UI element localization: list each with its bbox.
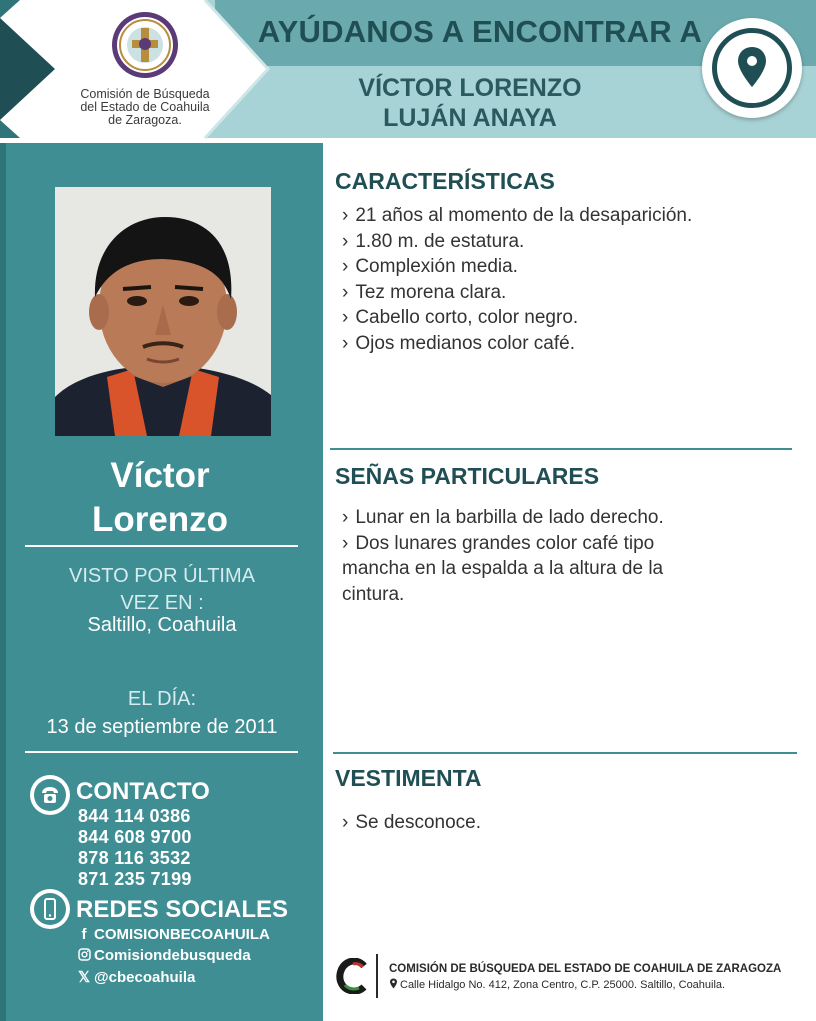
characteristic-text: 1.80 m. de estatura. bbox=[355, 230, 525, 252]
last-seen-label-line2: VEZ EN : bbox=[120, 592, 204, 614]
list-item: › Se desconoce. bbox=[342, 812, 482, 833]
organization-line2: del Estado de Coahuila bbox=[80, 100, 210, 114]
social-x[interactable] bbox=[76, 968, 195, 986]
social-handle: COMISIONBECOAHUILA bbox=[94, 926, 270, 943]
phone-number[interactable]: 878 116 3532 bbox=[78, 848, 191, 868]
list-item: › Lunar en la barbilla de lado derecho. bbox=[342, 507, 664, 528]
characteristic-text: Tez morena clara. bbox=[355, 281, 507, 303]
phone-icon bbox=[34, 779, 66, 811]
location-badge bbox=[702, 18, 802, 118]
characteristic-text: Ojos medianos color café. bbox=[355, 332, 575, 354]
map-pin-icon bbox=[389, 978, 398, 989]
social-handle: @cbecoahuila bbox=[94, 969, 196, 986]
characteristic-text: 21 años al momento de la desaparición. bbox=[355, 205, 693, 226]
last-seen-label bbox=[40, 563, 284, 617]
mark-text-line1: Dos lunares grandes color café tipo bbox=[355, 532, 655, 554]
organization-line3: de Zaragoza. bbox=[108, 113, 182, 127]
section-divider bbox=[330, 448, 792, 450]
banner-title: AYÚDANOS A ENCONTRAR A bbox=[257, 14, 703, 49]
social-handle: Comisiondebusqueda bbox=[94, 947, 251, 964]
facebook-icon: f bbox=[81, 926, 87, 943]
portrait-image bbox=[55, 187, 271, 436]
contact-title: CONTACTO bbox=[76, 778, 210, 805]
list-item: › Tez morena clara. bbox=[342, 281, 507, 303]
banner-person-name bbox=[300, 73, 640, 133]
social-instagram[interactable] bbox=[76, 947, 251, 964]
phone-number[interactable]: 844 608 9700 bbox=[78, 827, 192, 847]
name-divider bbox=[25, 545, 298, 547]
list-item: › Cabello corto, color negro. bbox=[342, 307, 579, 329]
characteristic-text: Cabello corto, color negro. bbox=[355, 307, 579, 329]
smartphone-icon bbox=[34, 893, 66, 925]
footer-separator bbox=[376, 954, 378, 998]
smartphone-icon-badge bbox=[30, 889, 70, 929]
disappearance-date: 13 de septiembre de 2011 bbox=[46, 716, 278, 738]
last-seen-label-line1: VISTO POR ÚLTIMA bbox=[69, 565, 255, 587]
organization-line1: Comisión de Búsqueda bbox=[80, 87, 210, 101]
x-icon: 𝕏 bbox=[77, 969, 91, 986]
footer-title: COMISIÓN DE BÚSQUEDA DEL ESTADO DE COAHUILA DE ZARAGOZA bbox=[389, 963, 782, 975]
clothing-title: VESTIMENTA bbox=[335, 765, 482, 791]
footer-address-text: Calle Hidalgo No. 412, Zona Centro, C.P. 25000. Saltillo, Coahuila. bbox=[400, 979, 726, 991]
social-title: REDES SOCIALES bbox=[76, 896, 289, 923]
characteristic-text: Complexión media. bbox=[355, 256, 518, 278]
mark-text-line3: cintura. bbox=[342, 583, 405, 605]
left-panel-edge bbox=[0, 143, 6, 1021]
first-name-line1: Víctor bbox=[110, 456, 210, 495]
marks-list bbox=[342, 505, 792, 607]
section-divider bbox=[333, 752, 797, 754]
banner-name-line1: VÍCTOR LORENZO bbox=[358, 74, 582, 102]
first-name-line2: Lorenzo bbox=[91, 500, 229, 539]
organization-logo bbox=[60, 10, 230, 127]
characteristics-list bbox=[342, 203, 792, 357]
list-item: › Ojos medianos color café. bbox=[342, 332, 575, 354]
banner-name-line2: LUJÁN ANAYA bbox=[383, 104, 557, 132]
location-pin-icon bbox=[717, 33, 787, 103]
instagram-icon bbox=[76, 947, 92, 964]
phone-icon-badge bbox=[30, 775, 70, 815]
footer-address bbox=[389, 978, 725, 991]
person-photo bbox=[55, 187, 271, 436]
last-seen-place: Saltillo, Coahuila bbox=[87, 614, 237, 636]
date-divider bbox=[25, 751, 298, 753]
seal-icon bbox=[110, 10, 180, 80]
marks-title: SEÑAS PARTICULARES bbox=[335, 463, 600, 489]
clothing-text: Se desconoce. bbox=[355, 812, 482, 833]
list-item: › Dos lunares grandes color café tipo mancha en la espalda a la altura de la cintura. bbox=[342, 531, 792, 608]
date-label: EL DÍA: bbox=[127, 688, 197, 710]
clothing-list bbox=[342, 810, 792, 836]
header bbox=[0, 0, 816, 140]
list-item: › Complexión media. bbox=[342, 256, 518, 278]
phone-number[interactable]: 844 114 0386 bbox=[78, 806, 191, 826]
mark-text: Lunar en la barbilla de lado derecho. bbox=[355, 507, 664, 528]
social-facebook[interactable] bbox=[76, 926, 270, 943]
footer-logo-icon bbox=[334, 958, 370, 994]
list-item: › 21 años al momento de la desaparición. bbox=[342, 205, 693, 226]
mark-text-line2: mancha en la espalda a la altura de la bbox=[342, 558, 664, 580]
list-item: › 1.80 m. de estatura. bbox=[342, 230, 525, 252]
characteristics-title: CARACTERÍSTICAS bbox=[335, 168, 555, 194]
phone-number[interactable]: 871 235 7199 bbox=[78, 869, 192, 889]
organization-name bbox=[60, 88, 230, 127]
